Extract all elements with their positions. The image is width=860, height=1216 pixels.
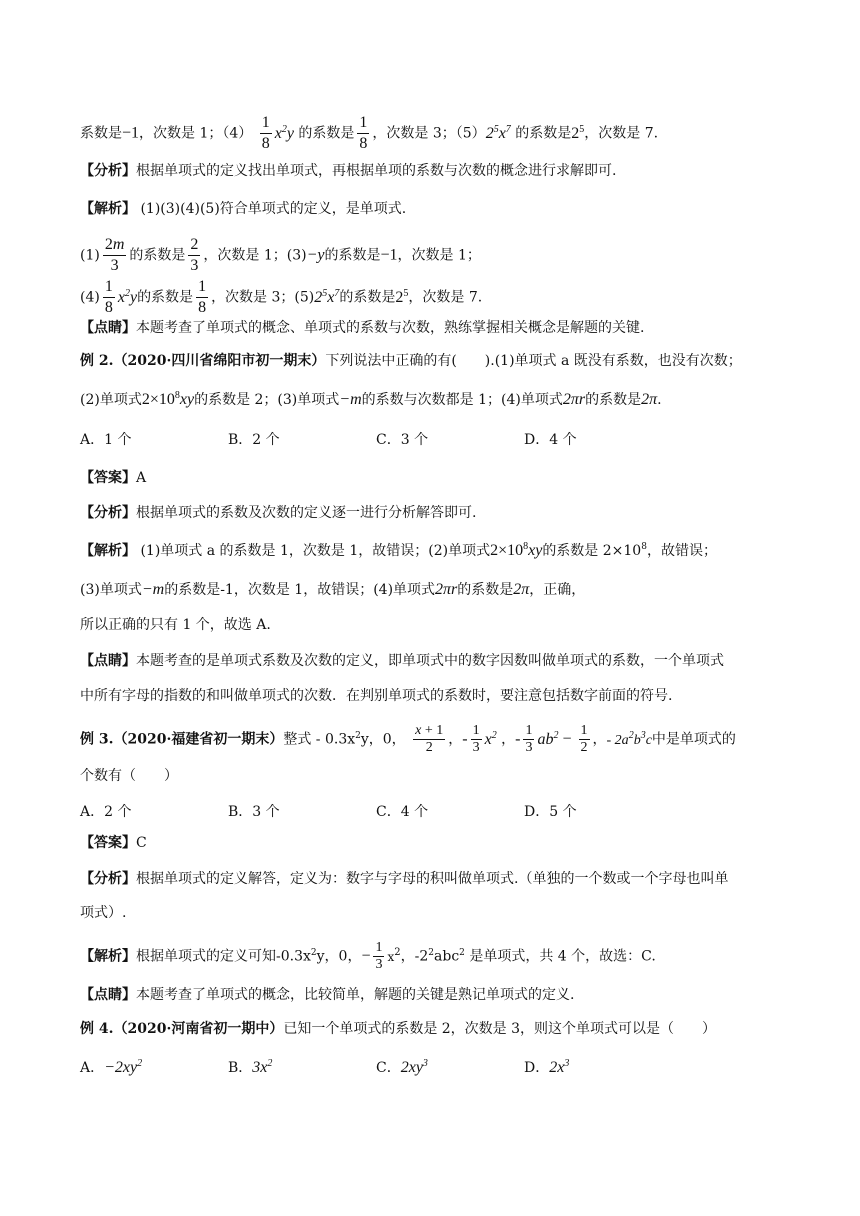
analysis-2 bbox=[80, 503, 476, 523]
math: $2\times 10^8$ bbox=[490, 541, 529, 559]
math: − bbox=[361, 947, 371, 965]
tag: 【分析】 bbox=[80, 871, 136, 887]
text: 的系数是 bbox=[137, 289, 194, 306]
answer-2 bbox=[80, 468, 146, 488]
analysis-3-line-2 bbox=[80, 903, 126, 923]
math: 2 bbox=[355, 730, 361, 741]
answer-value: A bbox=[136, 470, 147, 486]
remark-1 bbox=[80, 318, 644, 338]
math: 2π bbox=[641, 391, 658, 408]
math: $2^5x^7$ bbox=[314, 287, 340, 306]
answer-value: C bbox=[136, 835, 147, 851]
tag: 【点睛】 bbox=[80, 987, 136, 1003]
text: (3)单项式 bbox=[80, 582, 142, 598]
tag: 【分析】 bbox=[80, 505, 136, 521]
option-b: B．2 个 bbox=[228, 432, 280, 448]
math: - bbox=[515, 730, 521, 748]
option-d: D．5 个 bbox=[524, 804, 577, 820]
math: $x^2$ bbox=[387, 946, 401, 964]
text: ， bbox=[592, 731, 607, 748]
solution-1 bbox=[80, 199, 406, 219]
text: ，次数是 7. bbox=[584, 125, 659, 142]
example-title: 例 2.（2020·四川省绵阳市初一期末） bbox=[80, 353, 326, 369]
option-label: B． bbox=[228, 1060, 253, 1076]
text: ，次数是 1；（4） bbox=[139, 125, 253, 142]
analysis-3 bbox=[80, 869, 728, 889]
text: (2)单项式 bbox=[80, 392, 142, 408]
math: $2x^3$ bbox=[549, 1058, 570, 1076]
math: $x^2$ bbox=[484, 729, 497, 748]
text: 的系数是 bbox=[457, 582, 514, 598]
math: 2 bbox=[459, 947, 465, 958]
text: 根据单项式的定义可知-0.3x bbox=[136, 948, 311, 965]
math: 2πr bbox=[562, 391, 586, 408]
solution-2-line-1 bbox=[80, 541, 717, 561]
math: $2^5x^7$ bbox=[485, 123, 511, 142]
text: ，-2 bbox=[400, 948, 429, 965]
fraction-x-plus-1-over-2: $\frac{x + 1}{2}$ bbox=[415, 723, 444, 755]
remark-2-line-2 bbox=[80, 686, 672, 706]
text: . bbox=[657, 392, 662, 408]
tag: 【点睛】 bbox=[80, 320, 136, 336]
text: 根据单项式的定义找出单项式，再根据单项的系数与次数的概念进行求解即可. bbox=[136, 163, 617, 179]
math: 2 bbox=[310, 947, 317, 958]
math: $2^5$ bbox=[571, 123, 585, 142]
text: 的系数是 2；(3)单项式 bbox=[194, 392, 340, 408]
text: (1)(3)(4)(5)符合单项式的定义，是单项式. bbox=[136, 201, 407, 217]
option-d bbox=[524, 1058, 569, 1078]
math: 2πr bbox=[435, 581, 458, 598]
text: 本题考查的是单项式系数及次数的定义，即单项式中的数字因数叫做单项式的系数，一个单项式 bbox=[136, 653, 724, 669]
text: 中是单项式的 bbox=[651, 731, 736, 748]
math: $2xy^3$ bbox=[400, 1058, 428, 1076]
solution-line-4 bbox=[80, 235, 481, 276]
text: 整式 - 0.3x bbox=[283, 731, 356, 748]
text: 本题考查了单项式的概念、单项式的系数与次数，熟练掌握相关概念是解题的关键. bbox=[136, 320, 645, 336]
math: − bbox=[558, 730, 576, 748]
fraction-1-2: $\frac{1}{2}$ bbox=[580, 723, 588, 755]
example-4-heading bbox=[80, 1019, 716, 1039]
tag: 【点睛】 bbox=[80, 653, 136, 669]
text: 的系数是-1，次数是 1，故错误；(4)单项式 bbox=[164, 582, 436, 598]
remark-2 bbox=[80, 651, 724, 671]
tag: 【分析】 bbox=[80, 163, 136, 179]
text: 中所有字母的指数的和叫做单项式的次数．在判别单项式的系数时，要注意包括数字前面的符号. bbox=[80, 688, 673, 704]
math: - bbox=[462, 730, 468, 748]
text: ，正确， bbox=[529, 582, 586, 598]
remark-3 bbox=[80, 985, 574, 1005]
fraction-1-8: $\frac{1}{8}$ bbox=[261, 114, 270, 152]
option-a bbox=[80, 1058, 228, 1078]
math: 2π bbox=[513, 581, 530, 598]
math: $2\times 10^8$ bbox=[141, 390, 180, 408]
example-title: 例 3.（2020·福建省初一期末） bbox=[80, 731, 284, 748]
text: 的系数是 bbox=[129, 247, 186, 264]
fraction-1-3: $\frac{1}{3}$ bbox=[375, 940, 383, 972]
text: 本题考查了单项式的概念，比较简单，解题的关键是熟记单项式的定义. bbox=[136, 987, 575, 1003]
text: 项式）. bbox=[80, 905, 127, 921]
math: $3x^2$ bbox=[252, 1058, 273, 1076]
text: (1)单项式 a 的系数是 1，次数是 1，故错误；(2)单项式 bbox=[136, 543, 491, 559]
option-c: C．4 个 bbox=[376, 804, 429, 820]
option-label: D． bbox=[524, 1060, 550, 1076]
tag: 【答案】 bbox=[80, 470, 136, 486]
math: 8 bbox=[641, 542, 647, 552]
tag: 【解析】 bbox=[80, 201, 136, 217]
text: 根据单项式的定义解答，定义为：数字与字母的积叫做单项式.（单独的一个数或一个字母也叫单 bbox=[136, 871, 729, 887]
text: abc bbox=[434, 948, 460, 965]
example-2-options bbox=[80, 430, 577, 450]
solution-line-1 bbox=[80, 113, 658, 154]
math: $x^2y$ bbox=[274, 123, 294, 142]
text: 所以正确的只有 1 个，故选 A. bbox=[80, 617, 271, 633]
fraction-1-8: $\frac{1}{8}$ bbox=[198, 278, 207, 316]
text: (4) bbox=[80, 289, 100, 306]
option-label: A． bbox=[80, 1060, 105, 1076]
text: (1) bbox=[80, 247, 100, 264]
math: xy bbox=[179, 391, 195, 408]
math: $x^2y$ bbox=[117, 287, 138, 306]
text: 系数是 bbox=[80, 125, 122, 142]
text: 的系数是 bbox=[298, 125, 355, 142]
option-a: A．2 个 bbox=[80, 804, 132, 820]
text: 已知一个单项式的系数是 2，次数是 3，则这个单项式可以是（ ） bbox=[283, 1021, 717, 1037]
math: 2 bbox=[428, 947, 435, 958]
text: 下列说法中正确的有( ).(1)单项式 a 既没有系数，也没有次数； bbox=[325, 353, 742, 369]
solution-3 bbox=[80, 940, 656, 973]
option-label: C． bbox=[376, 1060, 401, 1076]
text: 的系数是 bbox=[324, 247, 381, 264]
fraction-1-8: $\frac{1}{8}$ bbox=[104, 278, 113, 316]
text: 的系数是 bbox=[585, 392, 642, 408]
text: ，次数是 7. bbox=[408, 289, 483, 306]
text: 根据单项式的系数及次数的定义逐一进行分析解答即可. bbox=[136, 505, 477, 521]
example-title: 例 4.（2020·河南省初一期中） bbox=[80, 1021, 284, 1037]
example-3-options bbox=[80, 802, 577, 822]
text: ，故错误； bbox=[646, 543, 717, 559]
fraction-1-8: $\frac{1}{8}$ bbox=[359, 114, 368, 152]
text: ， bbox=[501, 731, 516, 748]
text: ，次数是 1；(3) bbox=[203, 247, 307, 264]
fraction-1-3: $\frac{1}{3}$ bbox=[525, 723, 533, 755]
math: −1 bbox=[122, 124, 140, 142]
example-4-options bbox=[80, 1058, 569, 1078]
math: - $2a^2b^3c$ bbox=[606, 729, 652, 748]
text: ，次数是 3；（5） bbox=[372, 125, 486, 142]
tag: 【解析】 bbox=[80, 543, 136, 559]
example-3-heading bbox=[80, 723, 736, 756]
text: 的系数与次数都是 1；(4)单项式 bbox=[361, 392, 563, 408]
math: $-2xy^2$ bbox=[104, 1058, 143, 1076]
option-b: B．3 个 bbox=[228, 804, 280, 820]
example-3-line-2 bbox=[80, 766, 178, 786]
text: ， bbox=[448, 731, 463, 748]
solution-2-line-3 bbox=[80, 615, 271, 635]
math: −m bbox=[141, 581, 165, 598]
option-c: C．3 个 bbox=[376, 432, 429, 448]
fraction-2-3: $\frac{2}{3}$ bbox=[190, 236, 199, 274]
math: −m bbox=[339, 391, 362, 408]
math: xy bbox=[528, 542, 543, 559]
analysis-1 bbox=[80, 161, 616, 181]
answer-3 bbox=[80, 833, 147, 853]
tag: 【解析】 bbox=[80, 948, 136, 965]
option-c bbox=[376, 1058, 524, 1078]
text: ，次数是 3；(5) bbox=[211, 289, 315, 306]
solution-line-5 bbox=[80, 277, 482, 318]
example-2-line-2 bbox=[80, 390, 662, 410]
text: y，0， bbox=[360, 731, 406, 748]
math: $2^5$ bbox=[395, 287, 409, 306]
fraction-1-3: $\frac{1}{3}$ bbox=[472, 723, 480, 755]
text: 的系数是 2×10 bbox=[542, 543, 642, 559]
math: −1 bbox=[380, 246, 398, 264]
text: 个数有（ ） bbox=[80, 768, 178, 784]
fraction-2m-3: $\frac{2m}{3}$ bbox=[104, 236, 125, 274]
math: $ab^2$ bbox=[537, 729, 559, 748]
text: 是单项式，共 4 个，故选：C. bbox=[464, 948, 656, 965]
math: −y bbox=[306, 246, 325, 264]
option-a: A．1 个 bbox=[80, 432, 132, 448]
option-d: D．4 个 bbox=[524, 432, 577, 448]
tag: 【答案】 bbox=[80, 835, 136, 851]
option-b bbox=[228, 1058, 376, 1078]
text: y，0， bbox=[316, 948, 362, 965]
text: 的系数是 bbox=[339, 289, 396, 306]
example-2-heading bbox=[80, 351, 742, 371]
text: ，次数是 1； bbox=[397, 247, 481, 264]
text: 的系数是 bbox=[515, 125, 572, 142]
solution-2-line-2 bbox=[80, 580, 585, 600]
